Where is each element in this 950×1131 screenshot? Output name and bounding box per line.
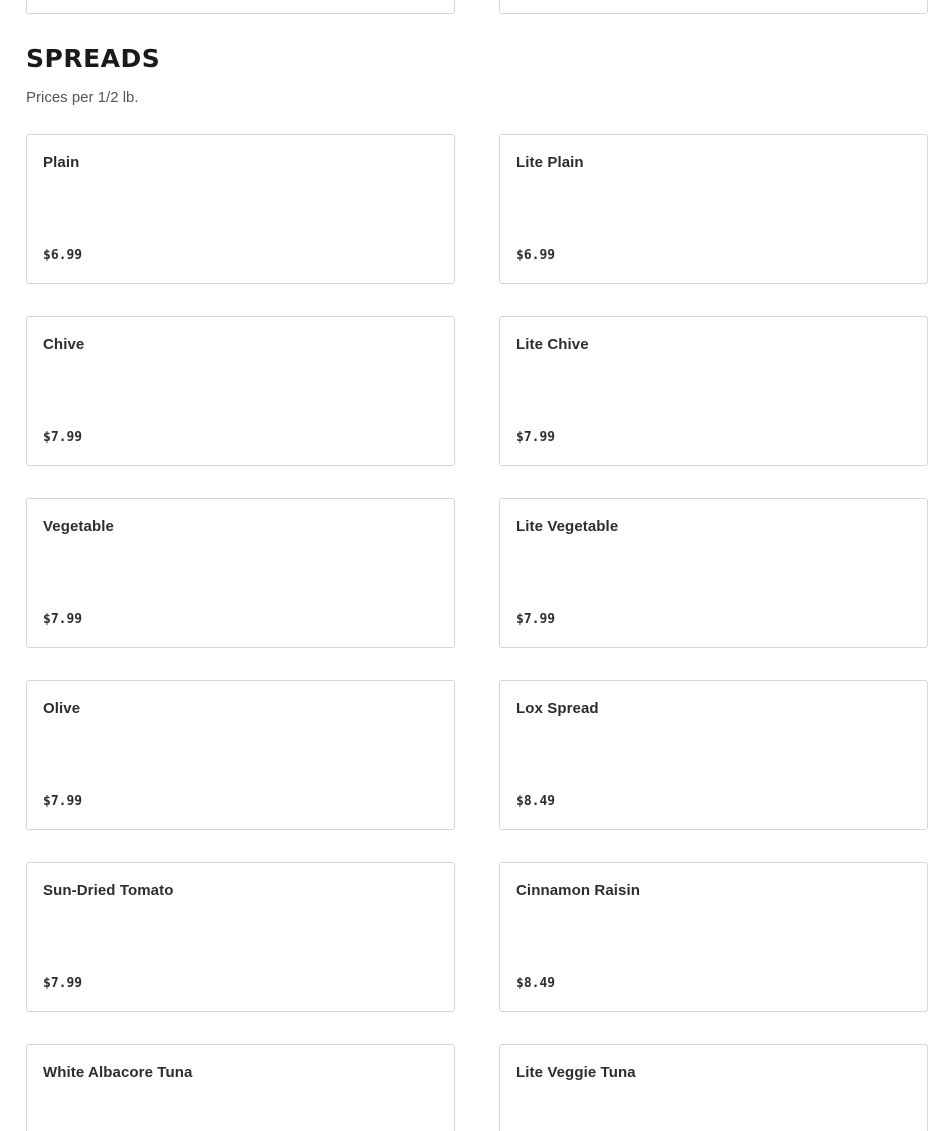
menu-item-card[interactable]	[26, 498, 455, 648]
menu-item-card[interactable]	[26, 316, 455, 466]
section-title: SPREADS	[26, 44, 161, 73]
item-name: Olive	[43, 700, 81, 717]
item-price: $7.99	[43, 430, 83, 445]
menu-item-card[interactable]	[26, 680, 455, 830]
item-price: $8.49	[516, 794, 556, 809]
item-price: $7.99	[516, 430, 556, 445]
previous-item-card[interactable]	[499, 0, 928, 14]
item-name: Lox Spread	[516, 700, 599, 717]
item-name: Plain	[43, 154, 80, 171]
menu-item-card[interactable]	[499, 316, 928, 466]
item-name: Vegetable	[43, 518, 114, 535]
item-name: Lite Chive	[516, 336, 589, 353]
item-price: $7.99	[43, 976, 83, 991]
item-price: $7.99	[43, 612, 83, 627]
menu-item-card[interactable]	[499, 680, 928, 830]
item-price: $7.99	[43, 794, 83, 809]
menu-item-card[interactable]	[499, 134, 928, 284]
menu-item-card[interactable]	[26, 862, 455, 1012]
item-name: Sun-Dried Tomato	[43, 882, 174, 899]
menu-item-card[interactable]	[499, 498, 928, 648]
item-name: Lite Vegetable	[516, 518, 619, 535]
item-price: $6.99	[516, 248, 556, 263]
menu-item-card[interactable]	[26, 1044, 455, 1131]
item-name: Cinnamon Raisin	[516, 882, 641, 899]
previous-item-card[interactable]	[26, 0, 455, 14]
item-price: $8.49	[516, 976, 556, 991]
section-subtitle: Prices per 1/2 lb.	[26, 89, 139, 106]
item-price: $7.99	[516, 612, 556, 627]
item-price: $6.99	[43, 248, 83, 263]
menu-item-card[interactable]	[499, 862, 928, 1012]
menu-item-card[interactable]	[499, 1044, 928, 1131]
item-name: Lite Plain	[516, 154, 584, 171]
item-name: Chive	[43, 336, 85, 353]
item-name: Lite Veggie Tuna	[516, 1064, 636, 1081]
menu-item-card[interactable]	[26, 134, 455, 284]
item-name: White Albacore Tuna	[43, 1064, 193, 1081]
